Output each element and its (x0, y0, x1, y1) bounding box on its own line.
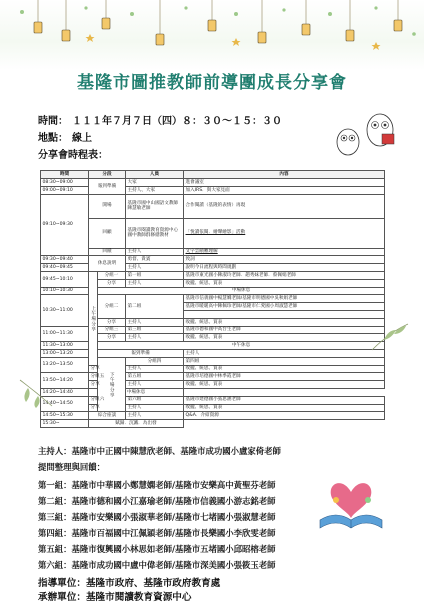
table-header-row (41, 171, 385, 179)
person-cell: 基隆市國中山國語文教師陳慧敏老師 (126, 194, 184, 218)
content-cell: 基隆市東光國小陳淑玲老師．趙秀妹老師．蔡佩娟老師 (184, 271, 385, 279)
table-row (41, 256, 385, 264)
group-line: 第六組：基隆市成功國中盧中偉老師/基隆市深美國小張筱玉老師 (38, 560, 276, 570)
content-cell: 收攏、統思、賞表 (184, 334, 385, 342)
person-cell: 主持人 (126, 318, 184, 326)
table-row (41, 381, 385, 389)
content-cell: 進會議室 (184, 179, 385, 187)
table-row (41, 179, 385, 187)
person-cell: 勇督、貴賓 (126, 256, 184, 264)
group-cell: 分享 (90, 366, 100, 372)
person-cell: 主持人 (184, 349, 385, 357)
content-cell: 致詞 (184, 256, 385, 264)
table-header: 人員 (126, 171, 184, 179)
time-label: 時間： (38, 116, 68, 127)
time-value: １１１年７月７日（四）８：３０～１５：３０ (72, 116, 282, 127)
table-row (41, 194, 385, 218)
time-cell: 11:00~11:30 (41, 326, 89, 342)
table-row (41, 420, 385, 428)
schedule-heading: 分享會時程表： (38, 150, 108, 161)
table-row (41, 412, 385, 420)
time-cell: 09:40~09:45 (41, 264, 89, 272)
content-cell: 基隆市培德國中林季霞老師 (184, 373, 385, 381)
content-cell (184, 310, 385, 318)
content-cell: 基隆市德和國中高台生老師 (184, 326, 385, 334)
person-cell: 主持人 (126, 334, 184, 342)
group-line: 第三組：基隆市安樂國小張淑華老師/基隆市七堵國小張淑慧老師 (38, 512, 276, 522)
time-cell: 08:30~09:00 (41, 179, 89, 187)
content-cell: 基隆市信義國中楊慧嫺老師/基隆市明德國中吳秋娟老師 (184, 295, 385, 303)
afternoon-section-label: 下午場分享 (98, 357, 126, 412)
place-label: 地點： (38, 133, 68, 144)
organizer-title: 提問整理與回饋： (38, 462, 105, 472)
group-cell: 分組五 (90, 374, 105, 380)
person-cell: 第五組 (126, 373, 184, 381)
person-cell: 主持人 (126, 381, 184, 389)
person-cell: 主持人 (126, 248, 184, 256)
segment-cell: 報到準備 (98, 349, 184, 357)
guide-unit-line: 指導單位：基隆市政府、基隆市政府教育處 (38, 578, 221, 589)
table-row (41, 248, 385, 256)
group-line: 第五組：基隆市復興國小林思如老師/基隆市五堵國小邱昭榕老師 (38, 544, 276, 554)
table-header: 內容 (184, 171, 385, 179)
time-cell: 15:30~ (41, 420, 89, 428)
leaf-decoration-icon (18, 378, 54, 408)
content-cell: 「悅讀依閱．繪聲繪影」活動 (184, 218, 385, 248)
content-cell: 合作閱讀（基隆的表情）再現 (184, 194, 385, 218)
content-cell: 說明今日流程與時間規劃 (184, 264, 385, 272)
group-cell: 分享 (90, 405, 100, 411)
place-line (38, 129, 92, 144)
content-cell: Q&A．介紹資源 (184, 412, 385, 420)
content-cell: 收攏、統思、賞表 (184, 279, 385, 287)
person-cell: 基隆市閱讀教育資源中心國中教師群修繕教材 (126, 218, 184, 248)
segment-cell: 回饋 (89, 248, 126, 256)
table-row (41, 404, 385, 412)
host-unit-line: 承辦單位：基隆市閱讀教育資源中心 (38, 592, 192, 603)
lantern-decoration-icon (0, 0, 424, 60)
group-cell: 分享 (90, 381, 100, 387)
group-line: 第二組：基隆市德和國小江嘉瑜老師/基隆市信義國小游志銘老師 (38, 496, 276, 506)
time-cell: 14:50~15:30 (41, 412, 89, 420)
segment-cell: 休息說明 (89, 256, 126, 272)
group-cell: 分組二 (98, 295, 126, 318)
content-cell: 基隆市建德國小張思涵老師 (184, 396, 385, 404)
table-row (41, 365, 385, 373)
open-book-icon (312, 470, 390, 538)
table-row (41, 396, 385, 404)
group-cell: 分組一 (98, 271, 126, 279)
content-cell: 文字雲饋難理解 (184, 248, 385, 256)
time-cell: 09:45~10:10 (41, 271, 89, 287)
time-cell: 13:50~14:20 (41, 373, 89, 389)
person-cell: 第三組 (126, 326, 184, 334)
time-cell: 13:20~13:50 (41, 357, 89, 373)
segment-cell: 綜合座談 (89, 412, 126, 420)
time-cell: 09:10~09:30 (41, 194, 89, 256)
time-cell: 10:10~10:30 (41, 287, 89, 295)
break-cell: 中午休息 (98, 342, 385, 350)
person-cell: 第四組 (184, 357, 385, 365)
break-cell: 中場休息 (98, 287, 385, 295)
segment-cell: 回顧 (89, 218, 126, 248)
segment-cell: 開場 (89, 194, 126, 218)
content-cell: 收攏、統思、賞表 (184, 404, 385, 412)
content-cell: 基隆市暖暖高中陳佩珍老師/基隆市仁愛國小周淑慧老師 (184, 303, 385, 311)
table-header: 分段 (89, 171, 126, 179)
leaf-decoration-icon (370, 322, 410, 352)
group-cell: 分組六 (90, 397, 105, 403)
owl-decoration-icon (330, 108, 402, 160)
group-cell: 分享 (98, 334, 126, 342)
content-cell: 收攏、統思、賞表 (184, 365, 385, 373)
table-row (41, 271, 385, 279)
person-cell: 第二組 (126, 295, 184, 318)
content-cell: 收攏、統思、賞表 (184, 318, 385, 326)
time-cell: 09:30~09:40 (41, 256, 89, 264)
person-cell: 主持人 (126, 412, 184, 420)
table-row (41, 388, 385, 396)
content-cell: 加入IRS．與大家見面 (184, 186, 385, 194)
person-cell: 大家 (126, 179, 184, 187)
table-row (41, 218, 385, 248)
time-cell: 10:30~11:00 (41, 295, 89, 326)
group-line: 第一組：基隆市中華國小鄭慧嫻老師/基隆市安樂高中黃聖芬老師 (38, 480, 276, 490)
table-row (41, 373, 385, 381)
morning-section-label: 上午場分享 (89, 271, 98, 365)
time-cell: 13:00~13:20 (41, 349, 89, 357)
person-cell: 第一組 (126, 271, 184, 279)
time-cell: 09:00~09:10 (41, 186, 89, 194)
page-title: 基隆市圖推教師前導團成長分享會 (77, 73, 347, 93)
time-line (38, 112, 282, 127)
person-cell: 主持人 (126, 279, 184, 287)
table-header: 時間 (41, 171, 89, 179)
person-cell: 第六組 (126, 396, 184, 404)
break-cell: 中場休息 (89, 388, 184, 396)
group-cell: 分享 (98, 279, 126, 287)
time-cell: 14:40~14:50 (41, 396, 89, 412)
person-cell: 主持人 (126, 404, 184, 412)
closing-cell: 賦歸．沉澱．為出發 (89, 420, 184, 428)
host-line: 主持人：基隆市中正國中陳慧欣老師、基隆市成功國小盧家倚老師 (38, 446, 281, 456)
content-cell: 收攏、統思、賞表 (184, 381, 385, 389)
schedule-table (40, 170, 385, 428)
time-cell: 14:20~14:40 (41, 388, 89, 396)
place-value: 線上 (72, 133, 92, 144)
segment-cell: 報到準備 (89, 179, 126, 195)
group-cell: 分組四 (126, 357, 184, 365)
person-cell: 主持人 (126, 264, 184, 272)
group-cell: 分組三 (98, 326, 126, 334)
person-cell: 主持人、大家 (126, 186, 184, 194)
person-cell: 主持人 (126, 365, 184, 373)
time-cell: 11:30~13:00 (41, 342, 89, 350)
group-line: 第四組：基隆市百福國中江佩穎老師/基隆市長樂國小李欣雯老師 (38, 528, 276, 538)
group-cell: 分享 (98, 318, 126, 326)
